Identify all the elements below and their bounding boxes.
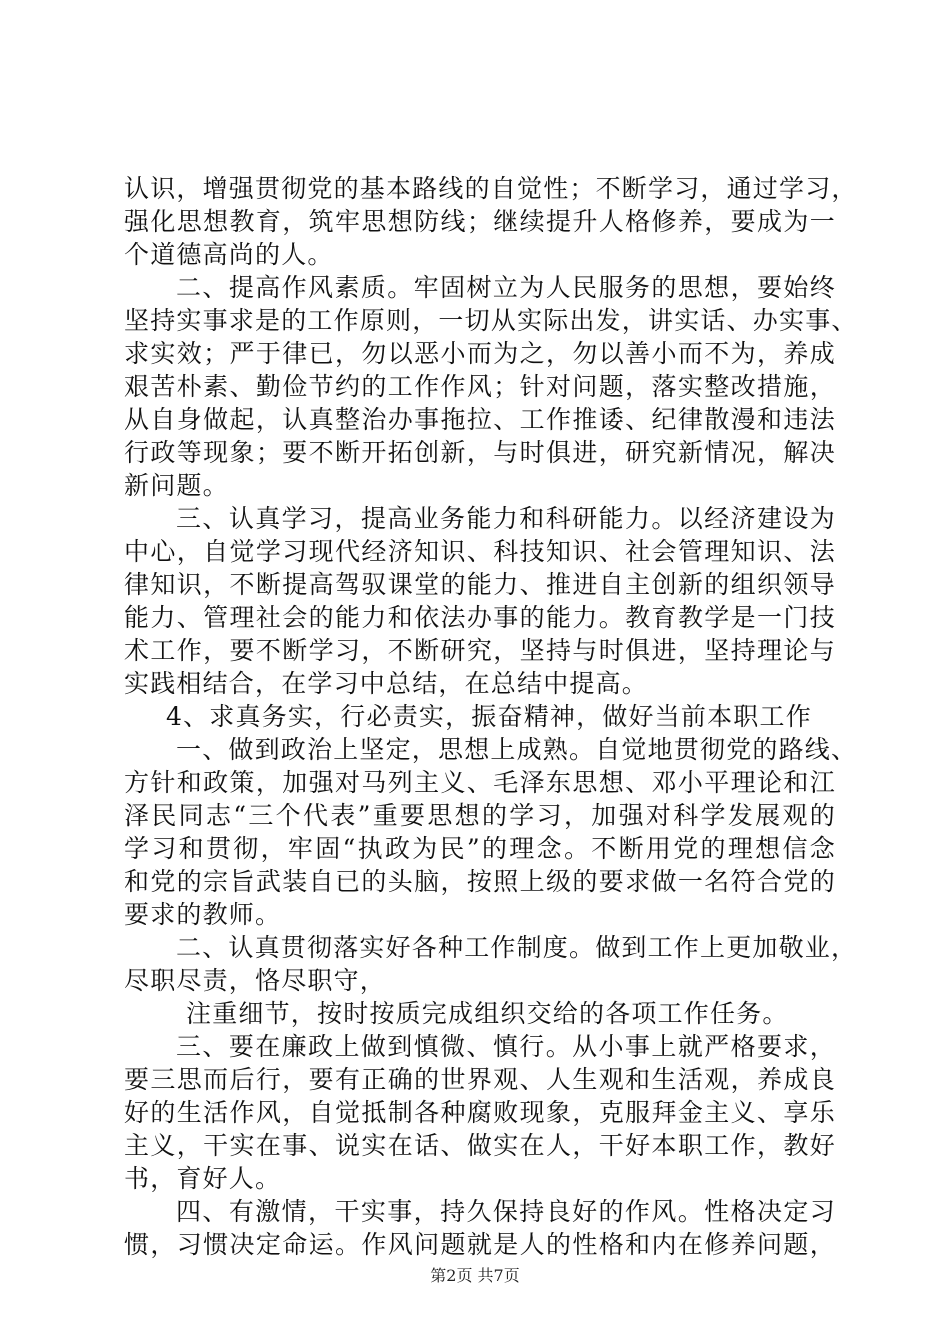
text-line: 强化思想教育，筑牢思想防线；继续提升人格修养，要成为一	[124, 207, 836, 236]
text-line: 书，育好人。	[124, 1164, 282, 1193]
text-line: 一、做到政治上坚定，思想上成熟。自觉地贯彻党的路线、	[176, 735, 858, 764]
text-line: 四、有激情，干实事，持久保持良好的作风。性格决定习	[176, 1197, 836, 1226]
text-line: 三、认真学习，提高业务能力和科研能力。以经济建设为	[176, 504, 836, 533]
text-line: 要三思而后行，要有正确的世界观、人生观和生活观，养成良	[124, 1065, 836, 1094]
text-line: 律知识，不断提高驾驭课堂的能力、推进自主创新的组织领导	[124, 570, 836, 599]
text-line: 好的生活作风，自觉抵制各种腐败现象，克服拜金主义、享乐	[124, 1098, 836, 1127]
text-line: 认识，增强贯彻党的基本路线的自觉性；不断学习，通过学习，	[124, 174, 858, 203]
text-line: 主义，干实在事、说实在话、做实在人，干好本职工作，教好	[124, 1131, 836, 1160]
text-line: 学习和贯彻，牢固“执政为民”的理念。不断用党的理想信念	[124, 834, 836, 863]
text-line: 术工作，要不断学习，不断研究，坚持与时俱进，坚持理论与	[124, 636, 836, 665]
text-line: 从自身做起，认真整治办事拖拉、工作推诿、纪律散漫和违法	[124, 405, 836, 434]
text-line: 方针和政策，加强对马列主义、毛泽东思想、邓小平理论和江	[124, 768, 836, 797]
page-footer: 第2页 共7页	[430, 1266, 520, 1285]
document-body	[124, 172, 858, 1261]
text-line: 新问题。	[124, 471, 229, 500]
text-line: 尽职尽责，恪尽职守，	[124, 966, 387, 995]
text-line: 坚持实事求是的工作原则，一切从实际出发，讲实话、办实事、	[124, 306, 858, 335]
text-line: 实践相结合，在学习中总结，在总结中提高。	[124, 669, 649, 698]
text-line: 行政等现象；要不断开拓创新，与时俱进，研究新情况，解决	[124, 438, 836, 467]
text-line: 和党的宗旨武装自已的头脑，按照上级的要求做一名符合党的	[124, 867, 836, 896]
text-line: 艰苦朴素、勤俭节约的工作作风；针对问题，落实整改措施，	[124, 372, 836, 401]
text-line: 三、要在廉政上做到慎微、慎行。从小事上就严格要求，	[176, 1032, 836, 1061]
text-line: 求实效；严于律已，勿以恶小而为之，勿以善小而不为，养成	[124, 339, 836, 368]
text-line: 泽民同志“三个代表”重要思想的学习，加强对科学发展观的	[124, 801, 836, 830]
text-line: 要求的教师。	[124, 900, 282, 929]
text-line: 4、求真务实，行必责实，振奋精神，做好当前本职工作	[166, 702, 812, 731]
text-line: 注重细节，按时按质完成组织交给的各项工作任务。	[186, 999, 789, 1028]
text-line: 二、认真贯彻落实好各种工作制度。做到工作上更加敬业，	[176, 933, 858, 962]
text-line: 中心，自觉学习现代经济知识、科技知识、社会管理知识、法	[124, 537, 836, 566]
text-line: 二、提高作风素质。牢固树立为人民服务的思想，要始终	[176, 273, 836, 302]
text-line: 个道德高尚的人。	[124, 240, 334, 269]
text-line: 惯，习惯决定命运。作风问题就是人的性格和内在修养问题，	[124, 1230, 836, 1259]
text-line: 能力、管理社会的能力和依法办事的能力。教育教学是一门技	[124, 603, 836, 632]
